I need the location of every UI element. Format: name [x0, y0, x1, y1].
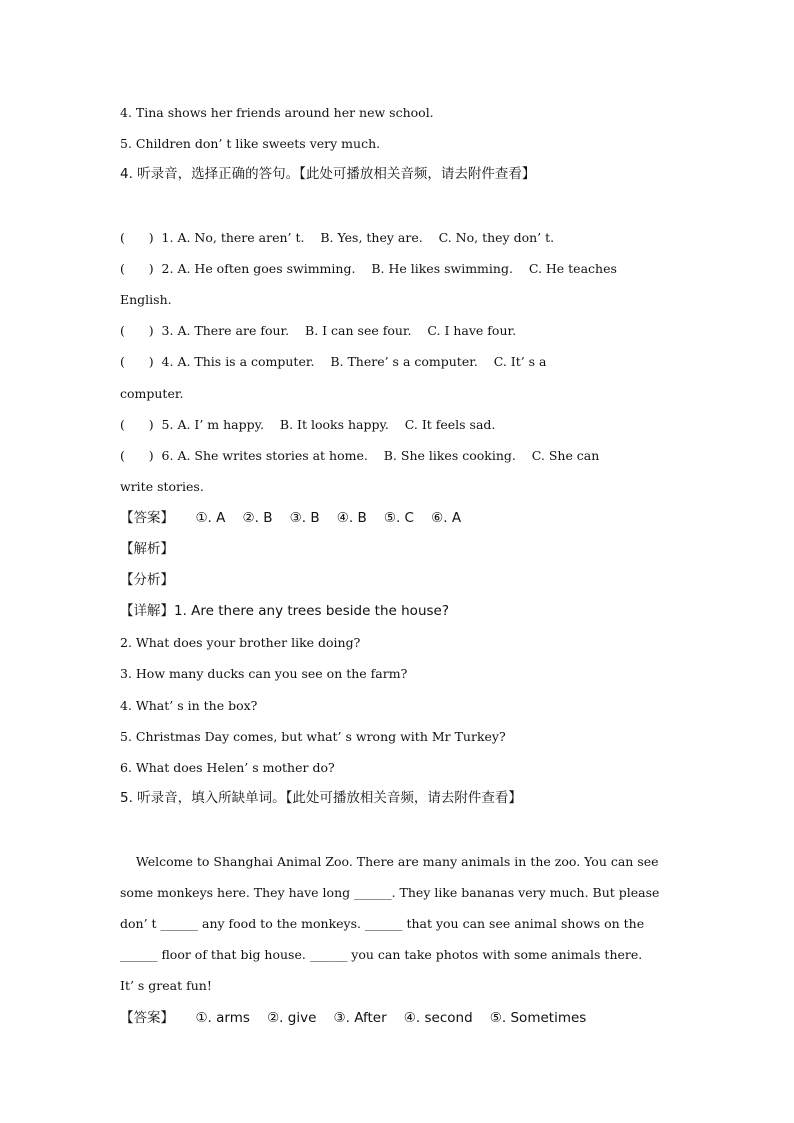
detail-line: 2. What does your brother like doing?	[120, 635, 361, 650]
passage-line: don’ t ______ any food to the monkeys. ______ that you can see animal shows on the	[120, 916, 645, 931]
passage-line: some monkeys here. They have long ______. They like bananas very much. But please	[120, 885, 660, 900]
analysis-label: 【分析】	[120, 572, 174, 588]
statement-line: 5. Children don’ t like sweets very much.	[120, 136, 381, 151]
analysis-label: 【解析】	[120, 541, 174, 557]
question-continuation: computer.	[120, 386, 184, 401]
passage-line: It’ s great fun!	[120, 978, 212, 993]
detail-line: 【详解】1. Are there any trees beside the house?	[120, 603, 450, 619]
question-continuation: write stories.	[120, 479, 204, 494]
section-heading: 5. 听录音，填入所缺单词。【此处可播放相关音频，请去附件查看】	[120, 790, 522, 806]
passage-line: ______ floor of that big house. ______ you can take photos with some animals there.	[120, 947, 643, 962]
detail-line: 6. What does Helen’ s mother do?	[120, 760, 335, 775]
statement-line: 4. Tina shows her friends around her new school.	[120, 105, 434, 120]
question-line: ( ) 6. A. She writes stories at home. B. She likes cooking. C. She can	[120, 448, 600, 463]
detail-line: 3. How many ducks can you see on the farm?	[120, 666, 408, 681]
answer-line: 【答案】 ①. A ②. B ③. B ④. B ⑤. C ⑥. A	[120, 510, 462, 526]
question-continuation: English.	[120, 292, 172, 307]
question-line: ( ) 2. A. He often goes swimming. B. He likes swimming. C. He teaches	[120, 261, 617, 276]
question-line: ( ) 5. A. I’ m happy. B. It looks happy. C. It feels sad.	[120, 417, 496, 432]
passage-line: Welcome to Shanghai Animal Zoo. There are many animals in the zoo. You can see	[120, 854, 659, 869]
detail-line: 5. Christmas Day comes, but what’ s wrong with Mr Turkey?	[120, 729, 506, 744]
detail-line: 4. What’ s in the box?	[120, 698, 258, 713]
section-heading: 4. 听录音，选择正确的答句。【此处可播放相关音频，请去附件查看】	[120, 166, 536, 182]
answer-line: 【答案】 ①. arms ②. give ③. After ④. second ⑤. Sometimes	[120, 1010, 587, 1026]
question-line: ( ) 3. A. There are four. B. I can see four. C. I have four.	[120, 323, 517, 338]
question-line: ( ) 4. A. This is a computer. B. There’ s a computer. C. It’ s a	[120, 354, 547, 369]
question-line: ( ) 1. A. No, there aren’ t. B. Yes, they are. C. No, they don’ t.	[120, 230, 555, 245]
